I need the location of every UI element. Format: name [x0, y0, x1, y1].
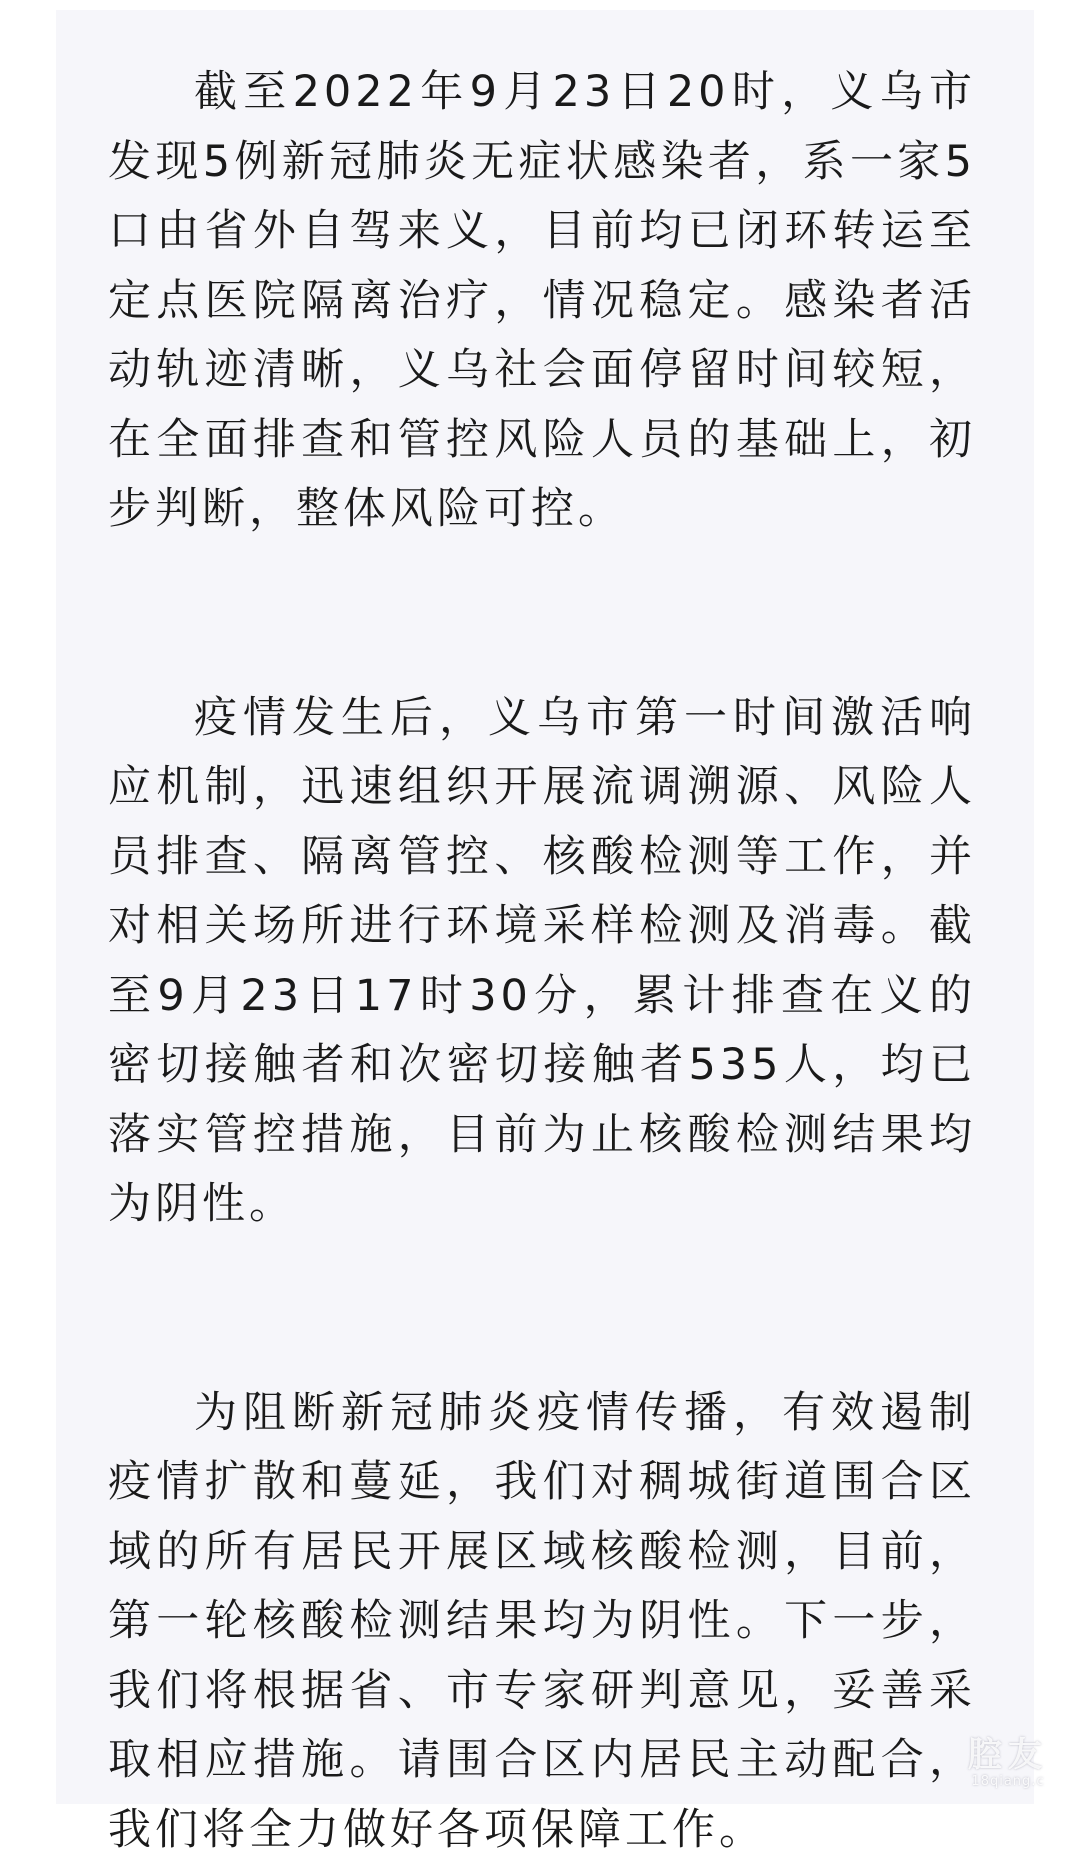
watermark-logo-text: 腔友	[948, 1736, 1068, 1774]
article-body	[108, 58, 976, 1865]
article-paragraph-1: 截至2022年9月23日20时，义乌市发现5例新冠肺炎无症状感染者，系一家5口由省外自驾来义，目前均已闭环转运至定点医院隔离治疗，情况稳定。感染者活动轨迹清晰，义乌社会面停留时间较短，在全面排查和管控风险人员的基础上，初步判断，整体风险可控。	[108, 58, 976, 545]
article-paragraph-3: 为阻断新冠肺炎疫情传播，有效遏制疫情扩散和蔓延，我们对稠城街道围合区域的所有居民开展区域核酸检测，目前，第一轮核酸检测结果均为阴性。下一步，我们将根据省、市专家研判意见，妥善采取相应措施。请围合区内居民主动配合，我们将全力做好各项保障工作。	[108, 1379, 976, 1865]
article-paragraph-2: 疫情发生后，义乌市第一时间激活响应机制，迅速组织开展流调溯源、风险人员排查、隔离管控、核酸检测等工作，并对相关场所进行环境采样检测及消毒。截至9月23日17时30分，累计排查在义的密切接触者和次密切接触者535人，均已落实管控措施，目前为止核酸检测结果均为阴性。	[108, 684, 976, 1240]
watermark-url-text: 18qiang.c	[948, 1774, 1068, 1790]
